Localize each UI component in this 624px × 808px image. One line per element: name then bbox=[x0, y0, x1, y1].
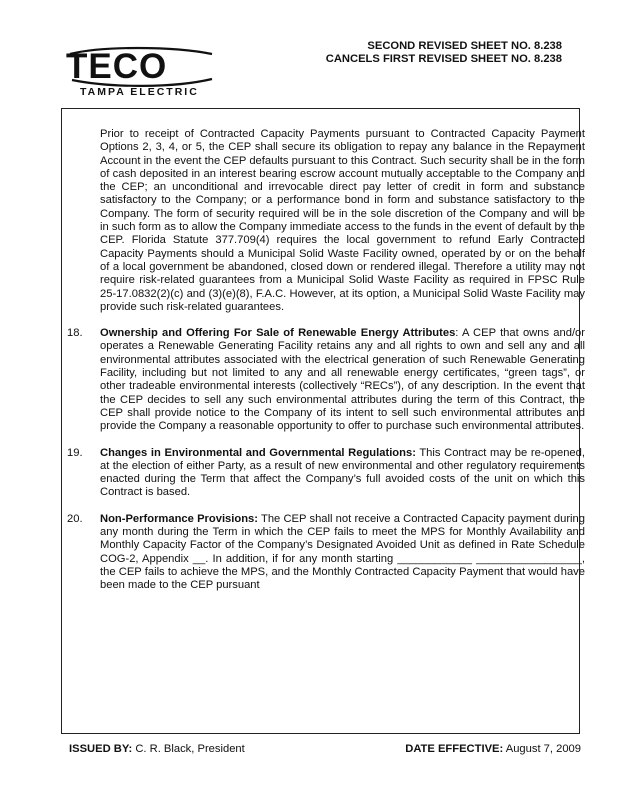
date-effective bbox=[405, 743, 581, 755]
section-title: Ownership and Offering For Sale of Renewable Energy Attributes bbox=[100, 327, 456, 340]
sheet-info bbox=[326, 40, 562, 66]
frame-bottom-rule bbox=[61, 733, 579, 734]
section-20 bbox=[67, 512, 585, 593]
section-body: This Contract may be re-opened, at the election of either Party, as a result of new environmental and other regulatory requirements enacted during the Term that affect the Company’s full avoided costs of the unit on which this Contract is based. bbox=[100, 446, 585, 499]
section-text bbox=[100, 327, 585, 433]
effective-value: August 7, 2009 bbox=[505, 743, 581, 755]
section-19 bbox=[67, 446, 585, 500]
logo-subtitle: TAMPA ELECTRIC bbox=[80, 86, 199, 98]
issued-value: C. R. Black, President bbox=[135, 743, 245, 755]
issued-by bbox=[69, 743, 245, 755]
sheet-number: SECOND REVISED SHEET NO. 8.238 bbox=[367, 40, 562, 52]
section-number: 20. bbox=[67, 512, 83, 525]
logo-wordmark: TECO bbox=[66, 47, 168, 86]
issued-label: ISSUED BY: bbox=[69, 743, 133, 755]
section-18 bbox=[67, 327, 585, 433]
section-number: 18. bbox=[67, 327, 83, 340]
section-title: Changes in Environmental and Governmental Regulations: bbox=[100, 446, 416, 459]
sheet-cancels: CANCELS FIRST REVISED SHEET NO. 8.238 bbox=[325, 53, 562, 65]
section-body: : A CEP that owns and/or operates a Renewable Generating Facility retains any and all rights to own and sell any and all environmental attributes associated with the electrical generation of such Renewable Generating Facility, including but not limited to any and all renewable energy certificates, “green tags”, or other tradeable environmental interests (collectively “RECs”), of any description. In the event that the CEP decides to sell any such environmental attributes during the term of this Contract, the CEP shall provide notice to the Company of its intent to sell such environmental attributes and provide the Company a reasonable opportunity to offer to purchase such environmental attributes. bbox=[100, 327, 585, 433]
effective-label: DATE EFFECTIVE: bbox=[405, 743, 504, 755]
security-paragraph: Prior to receipt of Contracted Capacity Payments pursuant to Contracted Capacity Payment Options 2, 3, 4, or 5, the CEP shall secure its obligation to repay any balance in the Repayment Account in the event the CEP defaults pursuant to this Contract. Such security shall be in the form of cash deposited in an interest bearing escrow account mutually acceptable to the Company and the CEP; an unconditional and irrevocable direct pay letter of credit in form and substance satisfactory to the Company; or a performance bond in form and substance satisfactory to the Company. The form of security required will be in the sole discretion of the Company and will be in such form as to allow the Company immediate access to the funds in the event of default by the CEP. Florida Statute 377.709(4) requires the local government to refund Early Contracted Capacity Payments should a Municipal Solid Waste Facility owned, operated by or on the behalf of a local government be abandoned, closed down or rendered illegal. Therefore a utility may not require risk-related guarantees from a Municipal Solid Waste Facility as required in FPSC Rule 25-17.0832(2)(c) and (3)(e)(8), F.A.C. However, at its option, a Municipal Solid Waste Facility may provide such risk-related guarantees. bbox=[100, 128, 585, 313]
section-text bbox=[100, 447, 585, 500]
document-body bbox=[67, 128, 585, 606]
section-number: 19. bbox=[67, 446, 83, 459]
section-body: The CEP shall not receive a Contracted Capacity payment during any month during the Term in which the CEP fails to meet the MPS for Monthly Availability and Monthly Capacity Factor of the Company’s Designated Avoided Unit as defined in Rate Schedule COG-2, Appendix __. In addition, if for any month starting ____________ _________________, the CEP fails to achieve the MPS, and the Monthly Contracted Capacity Payment that would have been made to the CEP pursuant bbox=[100, 512, 585, 592]
section-title: Non-Performance Provisions: bbox=[100, 512, 258, 525]
section-text bbox=[100, 513, 585, 593]
teco-logo bbox=[62, 44, 222, 100]
